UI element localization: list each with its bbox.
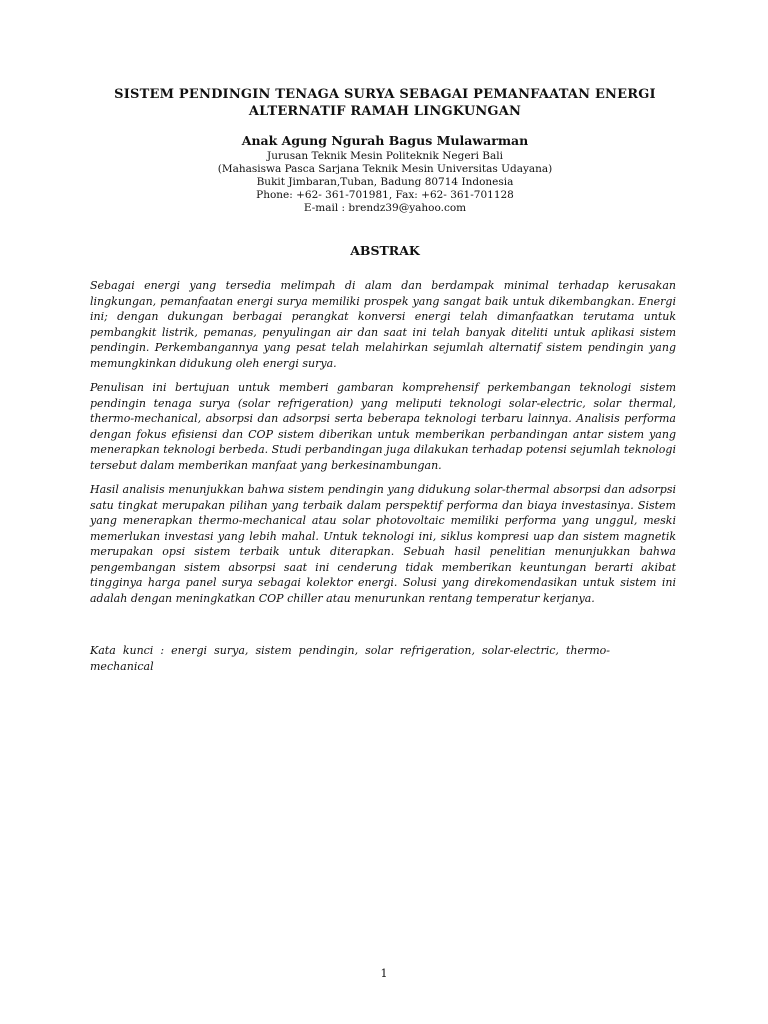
page-number: 1: [380, 967, 388, 980]
paper-title: [90, 86, 680, 120]
abstract-paragraph-3: Hasil analisis menunjukkan bahwa sistem pendingin yang didukung solar-thermal absorpsi dan adsorpsi satu tingkat merupakan pilihan yang terbaik dalam perspektif performa dan biaya investasinya. Sistem yang menerapkan thermo-mechanical atau solar photovoltaic memiliki performa yang unggul, meski memerlukan investasi yang lebih mahal. Untuk teknologi ini, siklus kompresi uap dan sistem magnetik merupakan opsi sistem terbaik untuk diterapkan. Sebuah hasil penelitian menunjukkan bahwa pengembangan sistem absorpsi saat ini cenderung tidak memberikan keuntungan berarti akibat tingginya harga panel surya sebagai kolektor energi. Solusi yang direkomendasikan untuk sistem ini adalah dengan meningkatkan COP chiller atau menurunkan rentang temperatur kerjanya.: [90, 483, 676, 605]
affiliation-line-phone: Phone: +62- 361-701981, Fax: +62- 361-701128: [256, 189, 514, 201]
affiliation-line-department: Jurusan Teknik Mesin Politeknik Negeri Bali: [267, 150, 503, 162]
affiliation-line-address: Bukit Jimbaran,Tuban, Badung 80714 Indonesia: [256, 176, 514, 188]
author-name: Anak Agung Ngurah Bagus Mulawarman: [241, 133, 529, 148]
paper-title-line-2: ALTERNATIF RAMAH LINGKUNGAN: [248, 104, 522, 119]
keywords: Kata kunci : energi surya, sistem pendingin, solar refrigeration, solar-electric, thermo-mechanical: [90, 644, 610, 673]
affiliation-line-email: E-mail : brendz39@yahoo.com: [303, 202, 467, 214]
abstract-body: [90, 278, 676, 615]
abstract-paragraph-1: Sebagai energi yang tersedia melimpah di alam dan berdampak minimal terhadap kerusakan lingkungan, pemanfaatan energi surya memiliki prospek yang sangat baik untuk dikembangkan. Energi ini; dengan dukungan berbagai perangkat konversi energi telah dimanfaatkan terutama untuk pembangkit listrik, pemanas, penyulingan air dan saat ini telah banyak diteliti untuk aplikasi sistem pendingin. Perkembangannya yang pesat telah melahirkan sejumlah alternatif sistem pendingin yang memungkinkan didukung oleh energi surya.: [90, 279, 676, 370]
abstract-heading: ABSTRAK: [350, 243, 420, 258]
paper-title-line-1: SISTEM PENDINGIN TENAGA SURYA SEBAGAI PEMANFAATAN ENERGI: [114, 87, 656, 102]
abstract-paragraph-2: Penulisan ini bertujuan untuk memberi gambaran komprehensif perkembangan teknologi sistem pendingin tenaga surya (solar refrigeration) yang meliputi teknologi solar-electric, solar thermal, thermo-mechanical, absorpsi dan adsorpsi serta beberapa teknologi terbaru lainnya. Analisis performa dengan fokus efisiensi dan COP sistem diberikan untuk memberikan perbandingan antar sistem yang menerapkan teknologi berbeda. Studi perbandingan juga dilakukan terhadap potensi sejumlah teknologi tersebut dalam memberikan manfaat yang berkesinambungan.: [90, 381, 676, 472]
affiliation-line-student: (Mahasiswa Pasca Sarjana Teknik Mesin Universitas Udayana): [217, 163, 553, 175]
author-affiliation: [90, 150, 680, 215]
